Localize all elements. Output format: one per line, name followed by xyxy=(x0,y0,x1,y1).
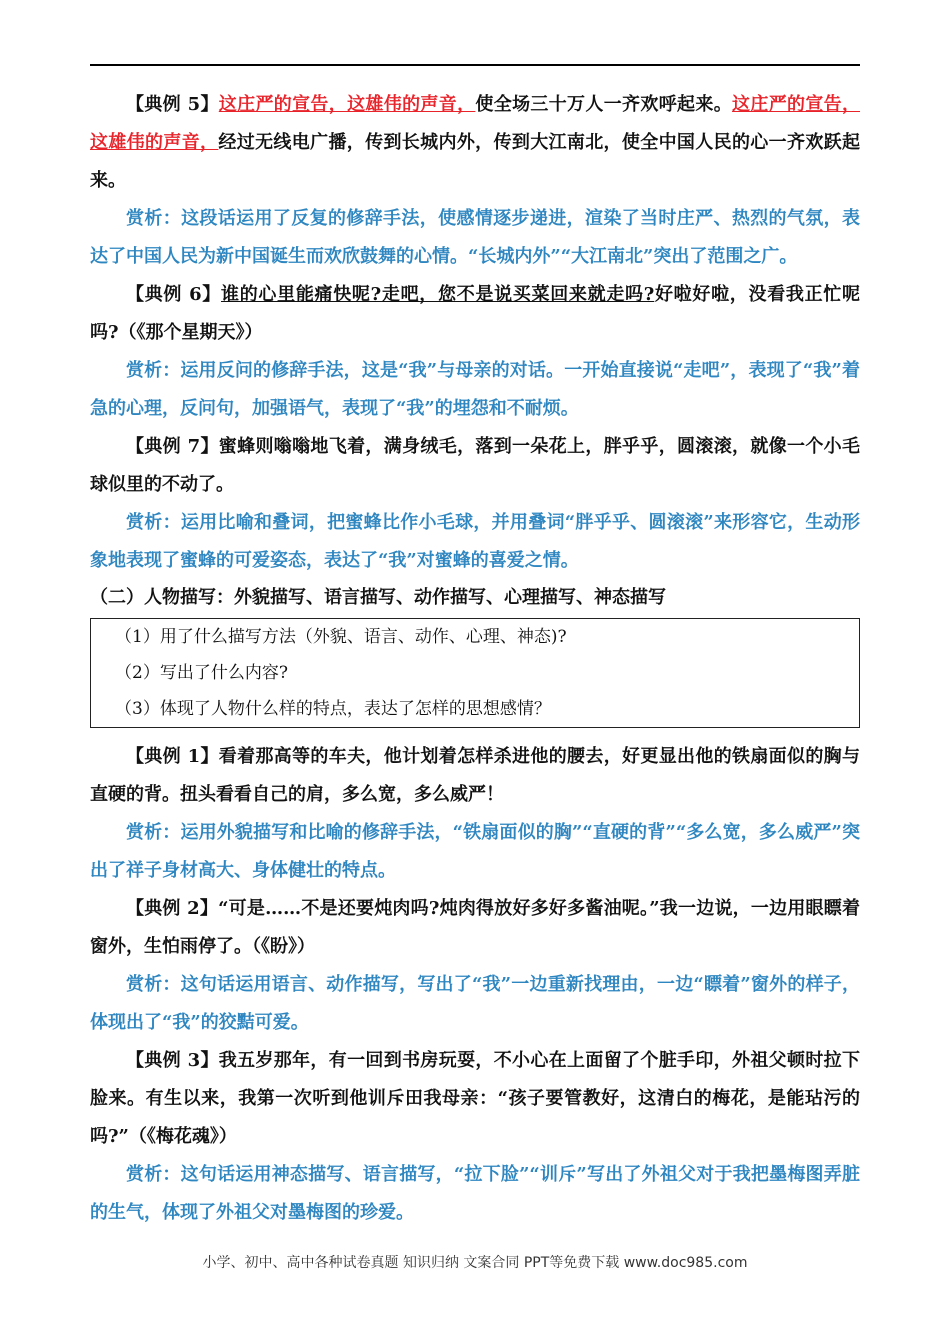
example-6 xyxy=(90,276,860,352)
example-6-text: 好啦好啦，没看我正忙呢吗?（《那个星期天》） xyxy=(90,284,861,343)
example-5-red-2: 这庄严的宣告，这雄伟的声音， xyxy=(90,94,861,153)
person-example-2 xyxy=(90,890,860,966)
question-box xyxy=(90,618,860,728)
example-6-analysis: 赏析：运用反问的修辞手法，这是“我”与母亲的对话。一开始直接说“走吧”，表现了“我”着急的心理，反问句，加强语气，表现了“我”的埋怨和不耐烦。 xyxy=(90,360,860,419)
person-example-1 xyxy=(90,738,860,814)
person-example-2-analysis: 赏析：这句话运用语言、动作描写，写出了“我”一边重新找理由，一边“瞟着”窗外的样子，体现出了“我”的狡黠可爱。 xyxy=(90,974,860,1033)
section-2-heading: （二）人物描写：外貌描写、语言描写、动作描写、心理描写、神态描写 xyxy=(90,587,666,608)
person-example-3-label: 【典例 3】 xyxy=(126,1050,219,1071)
person-example-1-label: 【典例 1】 xyxy=(126,746,219,767)
person-example-2-label: 【典例 2】 xyxy=(126,898,219,919)
question-3: （3）体现了人物什么样的特点，表达了怎样的思想感情？ xyxy=(115,699,551,719)
example-5-red-1: 这庄严的宣告，这雄伟的声音， xyxy=(218,94,476,115)
document-body xyxy=(90,86,860,1232)
question-2: （2）写出了什么内容? xyxy=(115,663,288,683)
person-example-3-text: 我五岁那年，有一回到书房玩耍，不小心在上面留了个脏手印，外祖父顿时拉下脸来。有生以来，我第一次听到他训斥田我母亲：“孩子要管教好，这清白的梅花，是能玷污的吗?”（《梅花魂》） xyxy=(90,1050,861,1147)
person-example-3-analysis: 赏析：这句话运用神态描写、语言描写，“拉下脸”“训斥”写出了外祖父对于我把墨梅图弄脏的生气，体现了外祖父对墨梅图的珍爱。 xyxy=(90,1164,860,1223)
example-7-analysis: 赏析：运用比喻和叠词，把蜜蜂比作小毛球，并用叠词“胖乎乎、圆滚滚”来形容它，生动形象地表现了蜜蜂的可爱姿态，表达了“我”对蜜蜂的喜爱之情。 xyxy=(90,512,860,571)
example-5-text-1: 使全场三十万人一齐欢呼起来。 xyxy=(475,94,733,115)
example-7-text: 蜜蜂则嗡嗡地飞着，满身绒毛，落到一朵花上，胖乎乎，圆滚滚，就像一个小毛球似里的不动了。 xyxy=(90,436,861,495)
example-7 xyxy=(90,428,860,504)
example-5 xyxy=(90,86,860,200)
person-example-1-analysis: 赏析：运用外貌描写和比喻的修辞手法，“铁扇面似的胸”“直硬的背”“多么宽，多么威严”突出了祥子身材高大、身体健壮的特点。 xyxy=(90,822,860,881)
example-5-analysis: 赏析：这段话运用了反复的修辞手法，使感情逐步递进，渲染了当时庄严、热烈的气氛，表达了中国人民为新中国诞生而欢欣鼓舞的心情。“长城内外”“大江南北”突出了范围之广。 xyxy=(90,208,860,267)
top-rule xyxy=(90,64,860,66)
page-footer: 小学、初中、高中各种试卷真题 知识归纳 文案合同 PPT等免费下载 www.doc985.com xyxy=(202,1255,748,1271)
question-1: （1）用了什么描写方法（外貌、语言、动作、心理、神态)? xyxy=(115,627,567,647)
example-6-underlined: 谁的心里能痛快呢?走吧，您不是说买菜回来就走吗? xyxy=(221,284,655,305)
person-example-1-text: 看着那高等的车夫，他计划着怎样杀进他的腰去，好更显出他的铁扇面似的胸与直硬的背。扭头看看自己的肩，多么宽，多么威严！ xyxy=(90,746,861,805)
person-example-2-text: “可是……不是还要炖肉吗?炖肉得放好多好多酱油呢。”我一边说，一边用眼瞟着窗外，生怕雨停了。（《盼》） xyxy=(90,898,860,957)
example-6-label: 【典例 6】 xyxy=(126,284,222,305)
example-7-label: 【典例 7】 xyxy=(126,436,219,457)
example-5-label: 【典例 5】 xyxy=(126,94,219,115)
person-example-3 xyxy=(90,1042,860,1156)
example-5-text-2: 经过无线电广播，传到长城内外，传到大江南北，使全中国人民的心一齐欢跃起来。 xyxy=(90,132,860,191)
